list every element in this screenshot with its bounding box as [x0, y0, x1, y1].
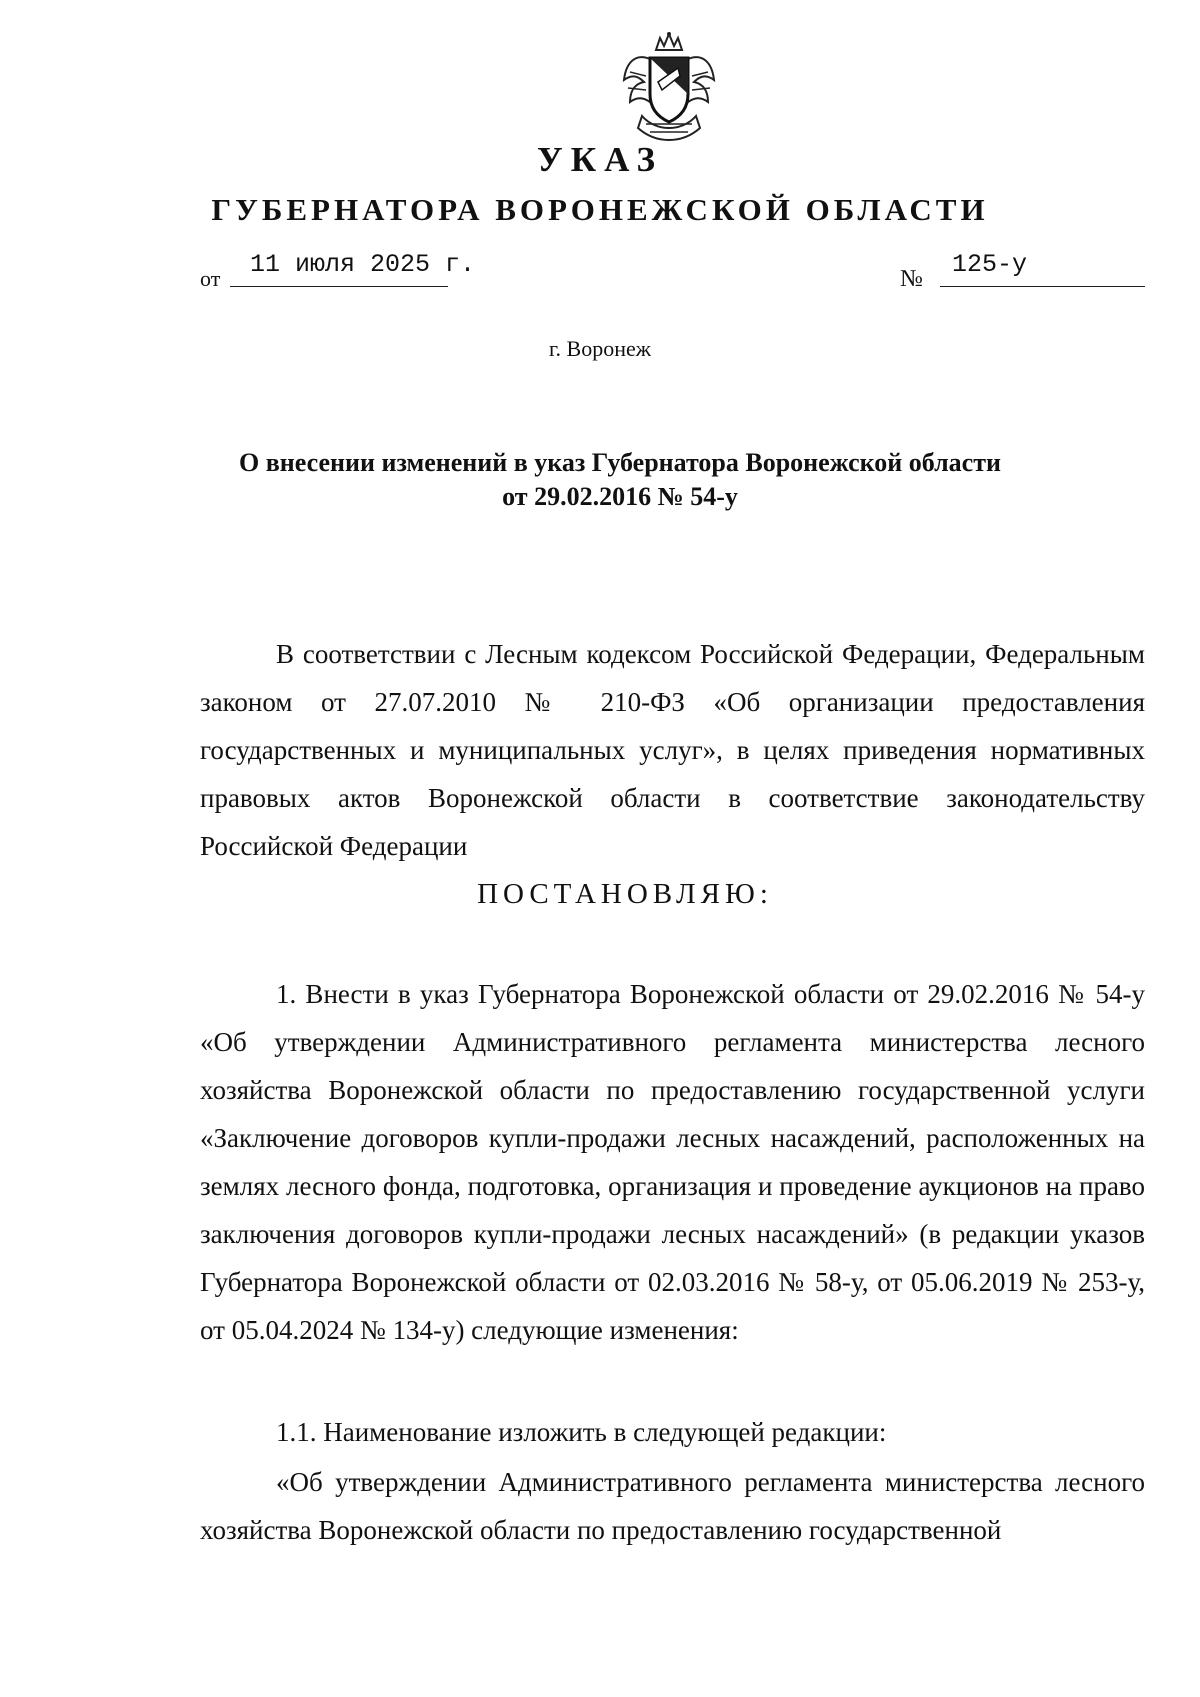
item-1-1-paragraph: 1.1. Наименование изложить в следующей редакции:: [276, 1417, 887, 1447]
from-label: от: [200, 266, 221, 291]
date-underline: [230, 286, 448, 287]
issuer-heading: ГУБЕРНАТОРА ВОРОНЕЖСКОЙ ОБЛАСТИ: [211, 192, 989, 227]
document-title: [150, 446, 1090, 514]
decree-heading: УКАЗ: [537, 140, 663, 179]
decree-date: 11 июля 2025 г.: [250, 250, 476, 279]
document-title-line2: от 29.02.2016 № 54-у: [502, 482, 738, 511]
preamble-paragraph: В соответствии с Лесным кодексом Российской Федерации, Федеральным законом от 27.07.2010 № 210-ФЗ «Об организации предоставления государственных и муниципальных услуг», в целях приведения нормативных правовых актов Воронежской области в соответствие законодательству Российской Федерации: [200, 639, 1145, 861]
number-label: №: [900, 266, 923, 292]
date-number-row: [200, 250, 1150, 290]
decree-number: 125-у: [952, 250, 1028, 279]
item-1-paragraph: 1. Внести в указ Губернатора Воронежской области от 29.02.2016 № 54-у «Об утверждении Административного регламента министерства лесного хозяйства Воронежской области по предоставлению государственной услуги «Заключение договоров купли-продажи лесных насаждений, расположенных на землях лесного фонда, подготовка, организация и проведение аукционов на право заключения договоров купли-продажи лесных насаждений» (в редакции указов Губернатора Воронежской области от 02.03.2016 № 58-у, от 05.06.2019 № 253-у, от 05.04.2024 № 134-у) следующие изменения:: [200, 979, 1145, 1345]
quoted-title-paragraph: «Об утверждении Административного регламента министерства лесного хозяйства Воронежской области по предоставлению государственной: [200, 1467, 1145, 1545]
number-underline: [940, 286, 1145, 287]
city-name: г. Воронеж: [549, 336, 651, 361]
coat-of-arms-icon: [622, 32, 716, 144]
decree-word: ПОСТАНОВЛЯЮ:: [477, 878, 773, 910]
document-title-line1: О внесении изменений в указ Губернатора Воронежской области: [239, 448, 1001, 477]
